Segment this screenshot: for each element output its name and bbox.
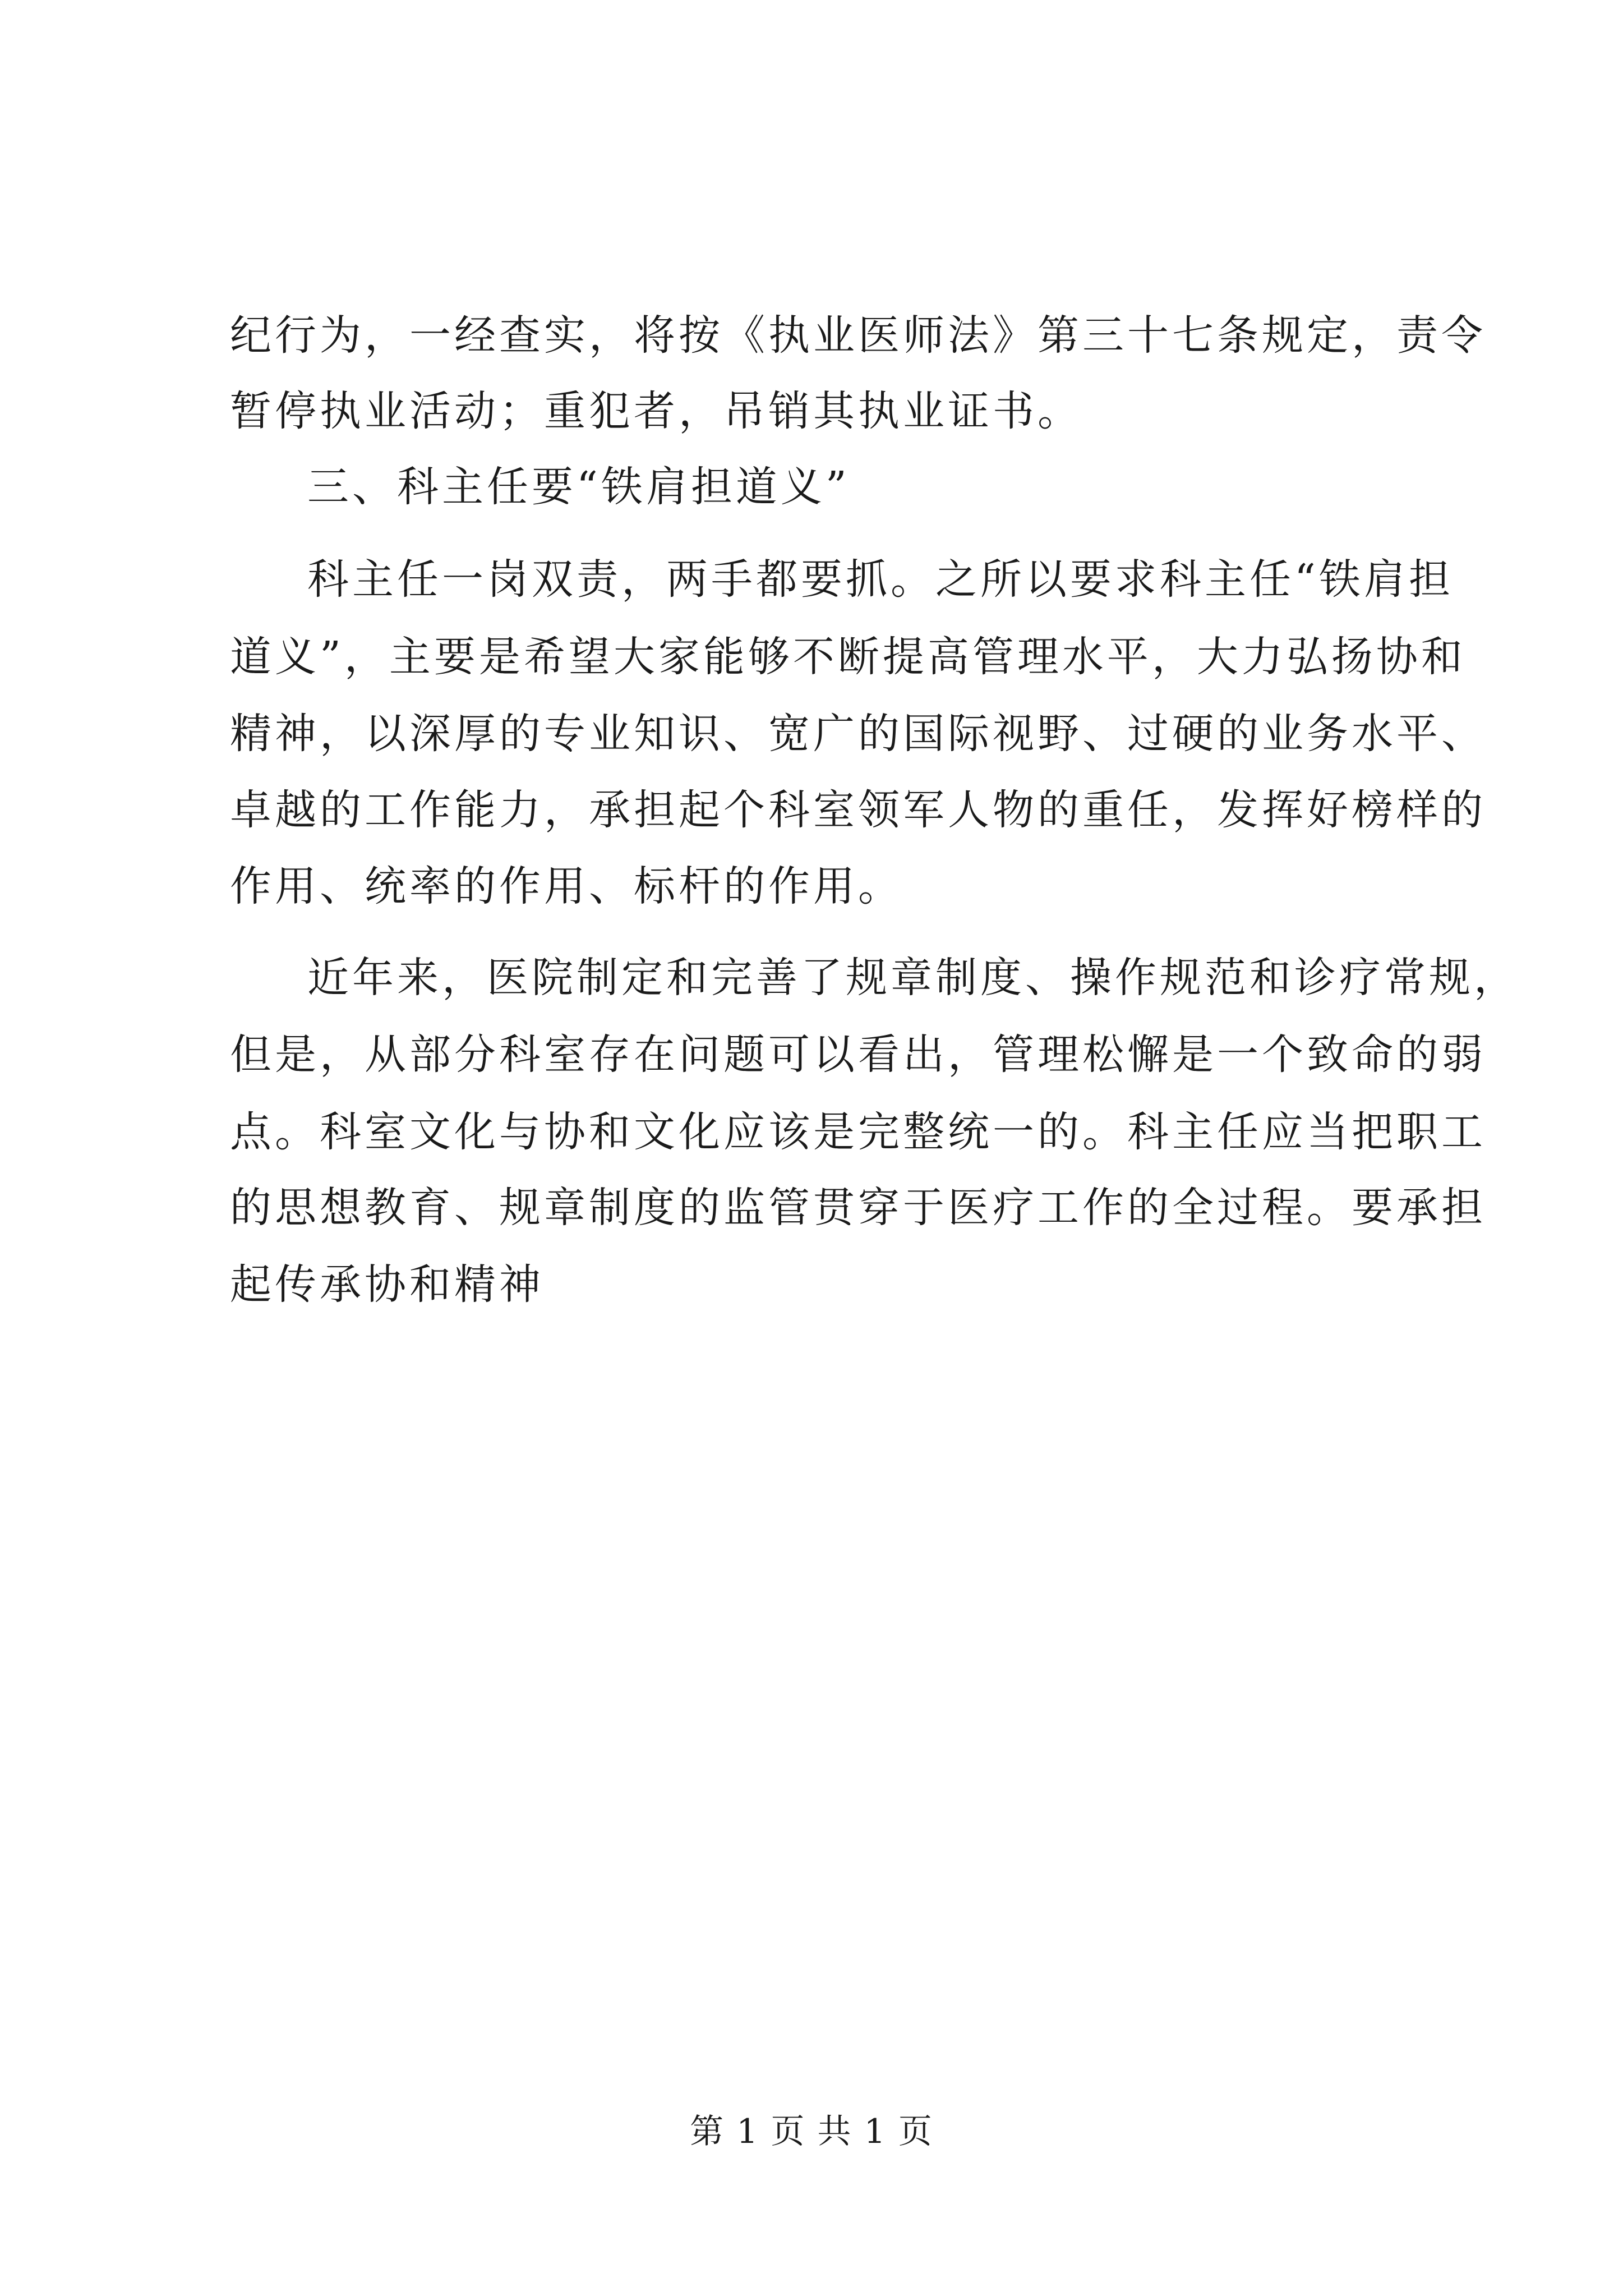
paragraph-line: 纪行为，一经查实，将按《执业医师法》第三十七条规定，责令 — [230, 311, 1486, 360]
paragraph-line: 卓越的工作能力，承担起个科室领军人物的重任，发挥好榜样的 — [230, 786, 1486, 834]
paragraph-line: 的思想教育、规章制度的监管贯穿于医疗工作的全过程。要承担 — [230, 1184, 1486, 1232]
section-heading: 三、科主任要“铁肩担道义” — [307, 463, 850, 511]
paragraph-line: 但是，从部分科室存在问题可以看出，管理松懈是一个致命的弱 — [230, 1030, 1486, 1079]
paragraph-line: 点。科室文化与协和文化应该是完整统一的。科主任应当把职工 — [230, 1108, 1486, 1156]
paragraph-line: 道义”，主要是希望大家能够不断提高管理水平，大力弘扬协和 — [230, 633, 1466, 681]
paragraph-line: 科主任一岗双责，两手都要抓。之所以要求科主任“铁肩担 — [307, 555, 1454, 604]
paragraph-line: 作用、统率的作用、标杆的作用。 — [230, 862, 903, 910]
paragraph-line: 起传承协和精神 — [230, 1260, 544, 1309]
paragraph-line: 精神，以深厚的专业知识、宽广的国际视野、过硬的业务水平、 — [230, 710, 1486, 758]
paragraph-line: 近年来，医院制定和完善了规章制度、操作规范和诊疗常规， — [307, 954, 1519, 1002]
page-footer: 第 1 页 共 1 页 — [690, 2112, 933, 2151]
paragraph-line: 暂停执业活动；重犯者，吊销其执业证书。 — [230, 387, 1082, 435]
